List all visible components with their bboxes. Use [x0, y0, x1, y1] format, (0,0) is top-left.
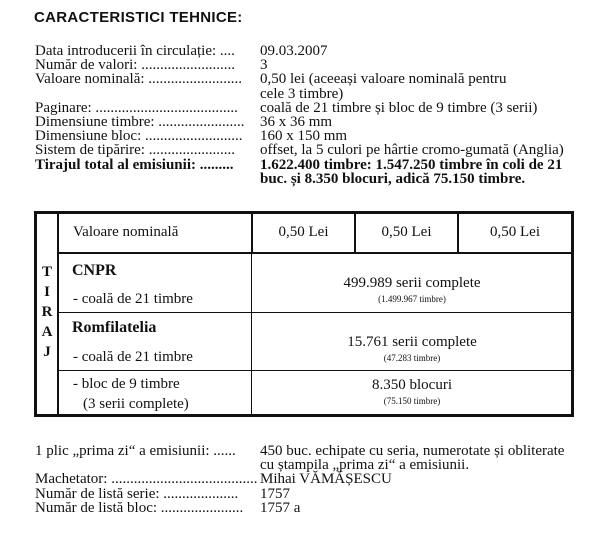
footer-value: 1757 [260, 485, 290, 502]
footer-label: 1 plic „prima zi“ a emisiunii: ...... [35, 443, 236, 459]
footer-label: Număr de listă bloc: ...................... [35, 499, 244, 516]
spec-value: offset, la 5 culori pe hârtie cromo-gumată (Anglia) [260, 142, 564, 159]
spec-value: 0,50 lei (aceeași valoare nominală pentru cele 3 timbre) [260, 71, 507, 102]
cnpr-main: 499.989 serii complete [343, 275, 481, 291]
spec-row [35, 58, 595, 72]
cnpr-item: - coală de 21 timbre [73, 291, 193, 307]
page-heading: CARACTERISTICI TEHNICE: [34, 9, 243, 26]
tiraj-letter: T [41, 264, 52, 280]
tiraj-total-label: Tirajul total al emisiunii: ......... [35, 156, 234, 173]
romfilatelia-item: - coală de 21 timbre [73, 349, 193, 365]
spec-label: Sistem de tipărire: ....................... [35, 142, 235, 159]
spec-value: coală de 21 timbre și bloc de 9 timbre (3 serii) [260, 99, 538, 116]
spec-row [35, 129, 595, 143]
footer-row [35, 444, 570, 472]
spec-label: Dimensiune timbre: ....................... [35, 114, 245, 131]
spec-label: Valoare nominală: ......................... [35, 71, 243, 88]
footer-row [35, 501, 595, 515]
footer-label: Număr de listă serie: .................... [35, 485, 239, 502]
tiraj-letter: J [43, 344, 51, 360]
tiraj-total-row [35, 158, 580, 186]
bloc-item-sub: (3 serii complete) [83, 396, 189, 412]
cnpr-name: CNPR [72, 262, 117, 279]
tiraj-sidebar [37, 214, 59, 414]
footer-row [35, 472, 595, 486]
specs-list [35, 44, 595, 186]
romfilatelia-name: Romfilatelia [72, 319, 157, 336]
header-value: 0,50 Lei [381, 224, 432, 240]
tiraj-table [34, 211, 574, 417]
spec-row [35, 44, 595, 58]
tiraj-total-value: 1.622.400 timbre: 1.547.250 timbre în coli de 21 buc. și 8.350 blocuri, adică 75.150 timbre. [260, 156, 563, 187]
spec-label: Număr de valori: ......................... [35, 57, 235, 74]
spec-row [35, 72, 525, 100]
footer-list [35, 444, 595, 515]
footer-label: Machetator: ....................................... [35, 471, 258, 488]
romfilatelia-main: 15.761 serii complete [347, 334, 477, 350]
spec-row [35, 101, 595, 115]
spec-label: Paginare: ...................................... [35, 99, 238, 116]
spec-label: Dimensiune bloc: .......................... [35, 128, 243, 145]
tiraj-letter: R [41, 304, 53, 320]
bloc-main: 8.350 blocuri [372, 377, 452, 393]
footer-value: 1757 a [260, 499, 301, 516]
bloc-item: - bloc de 9 timbre [73, 376, 180, 392]
romfilatelia-sub: (47.283 timbre) [383, 353, 441, 363]
footer-value: 450 buc. echipate cu seria, numerotate și obliterate cu ștampila „prima zi“ a emisiunii. [260, 443, 565, 474]
spec-value: 160 x 150 mm [260, 128, 348, 145]
spec-row [35, 143, 595, 157]
spec-row [35, 115, 595, 129]
tiraj-letter: A [41, 324, 53, 340]
header-value: 0,50 Lei [490, 224, 540, 240]
spec-value: 36 x 36 mm [260, 114, 333, 131]
spec-label: Data introducerii în circulație: .... [35, 43, 235, 59]
footer-value: Mihai VĂMĂȘESCU [260, 471, 392, 488]
cnpr-sub: (1.499.967 timbre) [378, 294, 446, 304]
tiraj-letter: I [44, 284, 50, 300]
spec-value: 09.03.2007 [260, 43, 328, 59]
footer-row [35, 487, 595, 501]
header-label: Valoare nominală [73, 224, 179, 240]
spec-value: 3 [260, 57, 268, 74]
bloc-sub: (75.150 timbre) [383, 396, 441, 406]
header-value: 0,50 Lei [278, 224, 329, 240]
